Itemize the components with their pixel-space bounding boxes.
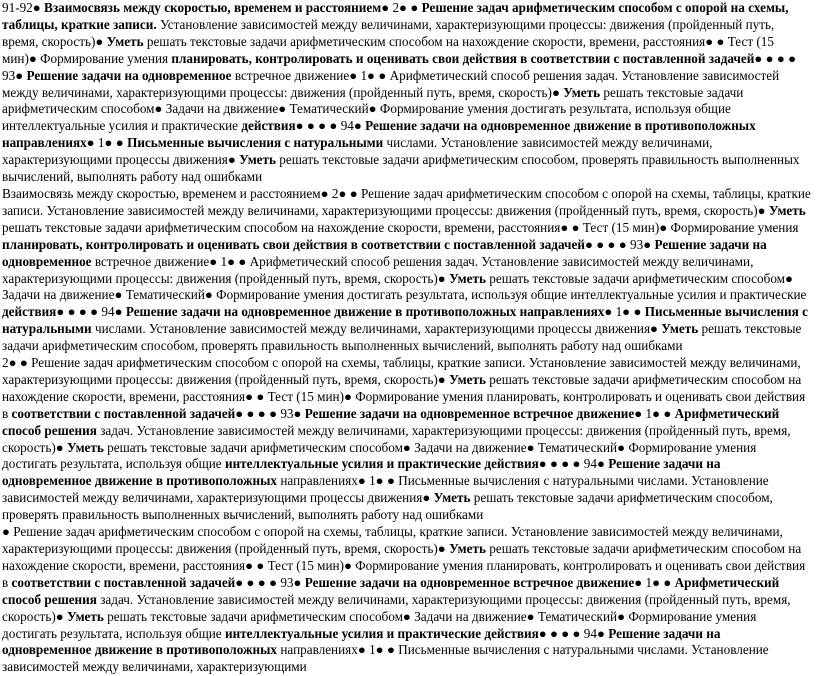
text-run: направлениях● 1● ● Письменные вычисления с натуральными числами. Установление зависимостей между величинами, характеризующими процессы движения● — [2, 473, 769, 506]
bold-text-run: Письменные вычисления с натуральными — [127, 135, 384, 151]
bold-text-run: ● Решение задачи на одновременное — [15, 67, 232, 83]
bold-text-run: действия — [241, 118, 296, 134]
text-run: решать текстовые задачи арифметическим способом● Задачи на движение● Тематический● Формирование умения достигать результата, используя общие — [2, 439, 757, 472]
text-run: решать текстовые задачи арифметическим способом● Задачи на движение● Тематический● Формирование умения достигать результата, используя общие — [2, 608, 757, 641]
text-run: ● ● ● ● 93 — [584, 236, 644, 252]
bold-text-run: ● Решение задачи на одновременное движение в противоположных — [2, 456, 721, 489]
bold-text-run: планировать, контролировать и оценивать свои действия в соответствии с поставленной задачей — [171, 50, 755, 66]
bold-text-run: Уметь — [563, 84, 601, 100]
text-run: задач. Установление зависимостей между величинами, характеризующими процессы: движения (пройденный путь, время, скорость)● — [2, 422, 791, 455]
text-run: решать текстовые задачи арифметическим способом, проверять правильность выполненных вычислений, выполнять работу над ошибками — [2, 490, 773, 523]
bold-text-run: интеллектуальные усилия и практические действия — [224, 456, 539, 472]
text-run: ● ● ● ● 94 — [538, 625, 597, 641]
text-run: ● ● ● ● 93 — [2, 50, 797, 83]
bold-text-run: планировать, контролировать и оценивать свои действия в соответствии с поставленной задачей — [2, 236, 585, 252]
text-run: решать текстовые задачи арифметическим способом● Задачи на движение● Тематический● Формирование умения достигать результата, используя общие интеллектуальные усилия и практические — [2, 270, 807, 303]
text-run: Взаимосвязь между скоростью, временем и расстоянием● 2● ● Решение задач арифметическим способом с опорой на схемы, таблицы, краткие записи. Установление зависимостей между величинами, характеризующими процессы: движения (пройденный путь, время, скорость)● — [2, 185, 811, 218]
bold-text-run: Уметь — [66, 439, 104, 455]
bold-text-run: соответствии с поставленной задачей — [11, 574, 236, 590]
bold-text-run: Уметь — [449, 270, 486, 286]
text-paragraph — [2, 355, 811, 524]
bold-text-run: действия — [2, 304, 57, 320]
bold-text-run: Письменные вычисления с натуральными — [2, 304, 808, 337]
bold-text-run: соответствии с поставленной задачей — [11, 405, 236, 421]
bold-text-run: ● Решение задачи на одновременное движение в противоположных направлениях — [114, 304, 605, 320]
text-run: направлениях● 1● ● Письменные вычисления с натуральными числами. Установление зависимостей между величинами, характеризующими — [2, 642, 769, 675]
text-run: решать текстовые задачи арифметическим способом на нахождение скорости, времени, расстояния● ● Тест (15 мин)● Формирование умения — [2, 33, 774, 66]
text-run: решать текстовые задачи арифметическим способом, проверять правильность выполненных вычислений, выполнять работу над ошибками — [2, 321, 802, 354]
bold-text-run: Уметь — [449, 541, 486, 556]
bold-text-run: ● Взаимосвязь между скоростью, временем и расстоянием — [32, 0, 382, 15]
text-run: ● 1● ● — [634, 574, 675, 590]
text-run: встречное движение● 1● ● Арифметический способ решения задач. Установление зависимостей между величинами, характеризующими процессы: движения (пройденный путь, время, скорость)● — [2, 253, 754, 286]
text-run: решать текстовые задачи арифметическим способом● Задачи на движение● Тематический● Формирование умения достигать результата, используя общие интеллектуальные усилия и практические — [2, 84, 744, 134]
text-run: решать текстовые задачи арифметическим способом на нахождение скорости, времени, расстояния● ● Тест (15 мин)● Формирование умения планировать, контролировать и оценивать свои действия в — [2, 371, 806, 421]
bold-text-run: интеллектуальные усилия и практические действия — [224, 625, 539, 641]
bold-text-run: Арифметический способ решения — [2, 574, 780, 607]
text-paragraph — [2, 186, 811, 355]
text-run: ● 1● ● — [604, 304, 645, 320]
text-paragraph — [2, 0, 811, 186]
text-run: Установление зависимостей между величинами, характеризующими процессы: движения (пройденный путь, время, скорость)● — [2, 16, 775, 49]
bold-text-run: Уметь — [661, 321, 699, 337]
text-run: ● ● ● ● 94 — [295, 118, 354, 134]
text-run: 2● ● Решение задач арифметическим способом с опорой на схемы, таблицы, краткие записи. Установление зависимостей между величинами, характеризующими процессы: движения (пройденный путь, время, скорость)● — [2, 355, 801, 387]
text-run: ● ● ● ● 93 — [235, 405, 294, 421]
text-run: числами. Установление зависимостей между величинами, характеризующими процессы движения● — [91, 321, 662, 337]
bold-text-run: ● Решение задачи на одновременное — [2, 236, 767, 269]
bold-text-run: ● Решение задачи на одновременное движение в противоположных — [2, 625, 721, 658]
text-run: решать текстовые задачи арифметическим способом, проверять правильность выполненных вычислений, выполнять работу над ошибками — [2, 152, 800, 185]
text-run: ● 2● ● — [381, 0, 422, 15]
bold-text-run: Уметь — [66, 608, 104, 624]
text-run: 91-92 — [2, 0, 33, 15]
bold-text-run: Уметь — [239, 152, 276, 168]
text-run: решать текстовые задачи арифметическим способом на нахождение скорости, времени, расстояния● ● Тест (15 мин)● Формирование умения планировать, контролировать и оценивать свои действия в — [2, 541, 806, 590]
bold-text-run: Уметь — [433, 490, 471, 506]
text-run: ● ● ● ● 93 — [235, 574, 294, 590]
text-run: встречное движение● 1● ● Арифметический способ решения задач. Установление зависимостей между величинами, характеризующими процессы: движения (пройденный путь, время, скорость)● — [2, 67, 780, 100]
text-run: числами. Установление зависимостей между величинами, характеризующими процессы движения● — [2, 135, 713, 168]
bold-text-run: Решение задач арифметическим способом с опорой на схемы, таблицы, краткие записи. — [2, 0, 789, 32]
bold-text-run: ● Решение задачи на одновременное встречное движение — [293, 405, 635, 421]
text-run: решать текстовые задачи арифметическим способом на нахождение скорости, времени, расстояния● ● Тест (15 мин)● Формирование умения — [2, 219, 799, 235]
text-run: ● ● ● ● 94 — [56, 304, 115, 320]
text-run: ● 1● ● — [86, 135, 128, 151]
bold-text-run: Уметь — [449, 371, 486, 387]
bold-text-run: Уметь — [106, 33, 144, 49]
text-run: ● 1● ● — [634, 405, 675, 421]
bold-text-run: Уметь — [768, 202, 806, 218]
bold-text-run: ● Решение задачи на одновременное встречное движение — [293, 574, 635, 590]
text-run: ● Решение задач арифметическим способом с опорой на схемы, таблицы, краткие записи. Установление зависимостей между величинами, характеризующими процессы: движения (пройденный путь, время, скорость)● — [2, 524, 783, 556]
text-run: ● ● ● ● 94 — [538, 456, 597, 472]
text-run: задач. Установление зависимостей между величинами, характеризующими процессы: движения (пройденный путь, время, скорость)● — [2, 591, 791, 624]
bold-text-run: Арифметический способ решения — [2, 405, 780, 438]
bold-text-run: ● Решение задачи на одновременное движение в противоположных направлениях — [2, 118, 756, 151]
text-paragraph — [2, 524, 811, 676]
